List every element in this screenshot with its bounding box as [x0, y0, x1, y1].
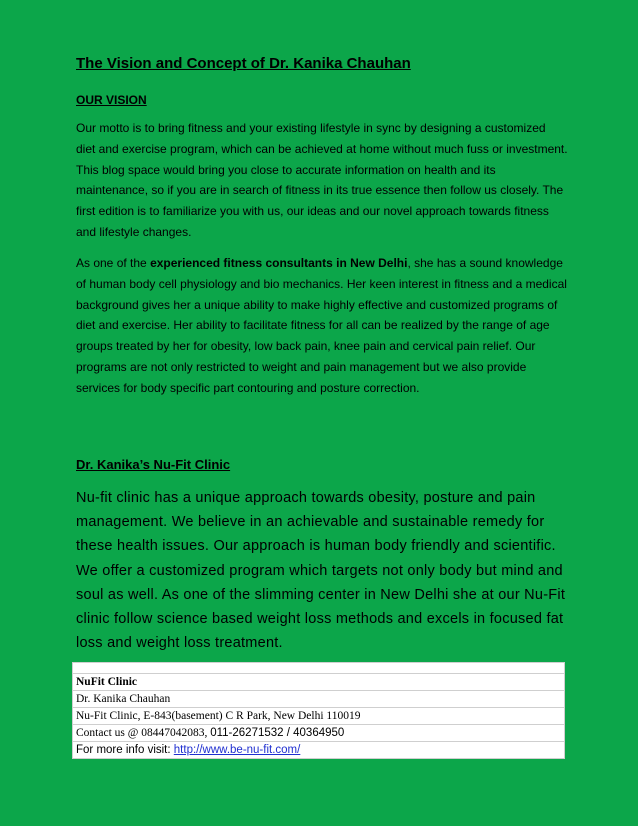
contact-row [73, 725, 565, 742]
website-link[interactable]: http://www.be-nu-fit.com/ [173, 743, 301, 756]
phone-primary: Contact us @ 08447042083, [76, 726, 211, 739]
consultant-bold-text: experienced fitness consultants in New Delhi [150, 256, 408, 270]
vision-heading: OUR VISION [76, 93, 147, 107]
consultant-text-after: , she has a sound knowledge of human body cell physiology and bio mechanics. Her keen interest in fitness and a medical background gives her a unique ability to make highly effective and customized programs of diet and exercise. Her ability to facilitate fitness for all can be realized by the range of age groups treated by her for obesity, low back pain, knee pain and cervical pain relief. Our programs are not only restricted to weight and pain management but we also provide services for body specific part contouring and posture correction. [76, 256, 567, 395]
clinic-heading: Dr. Kanika’s Nu-Fit Clinic [76, 457, 231, 472]
contact-row [73, 674, 565, 691]
visit-label: For more info visit: [76, 743, 174, 756]
contact-row [73, 708, 565, 725]
clinic-address: Nu-Fit Clinic, E-843(basement) C R Park, New Delhi 110019 [73, 708, 565, 725]
phone-secondary: 011-26271532 / 40364950 [210, 726, 345, 739]
doctor-name: Dr. Kanika Chauhan [73, 691, 565, 708]
clinic-name: NuFit Clinic [76, 675, 138, 688]
contact-spacer-row [73, 663, 565, 674]
page-title: The Vision and Concept of Dr. Kanika Chauhan [76, 55, 411, 72]
contact-row [73, 691, 565, 708]
vision-paragraph: Our motto is to bring fitness and your existing lifestyle in sync by designing a customized diet and exercise program, which can be achieved at home without much fuss or investment. This blog space would bring you close to accurate information on health and its maintenance, so if you are in search of fitness in its true essence then follow us closely. The first edition is to familiarize you with us, our ideas and our novel approach towards fitness and lifestyle changes. [76, 121, 568, 239]
consultant-paragraph [76, 253, 568, 399]
consultant-text-before: As one of the [76, 256, 151, 270]
contact-row [73, 742, 565, 759]
clinic-paragraph: Nu-fit clinic has a unique approach towards obesity, posture and pain management. We believe in an achievable and sustainable remedy for these health issues. Our approach is human body friendly and scientific. We offer a customized program which targets not only body but mind and soul as well. As one of the slimming center in New Delhi she at our Nu-Fit clinic follow science based weight loss methods and excels in focused fat loss and weight loss treatment. [76, 490, 566, 652]
contact-table [72, 662, 565, 759]
